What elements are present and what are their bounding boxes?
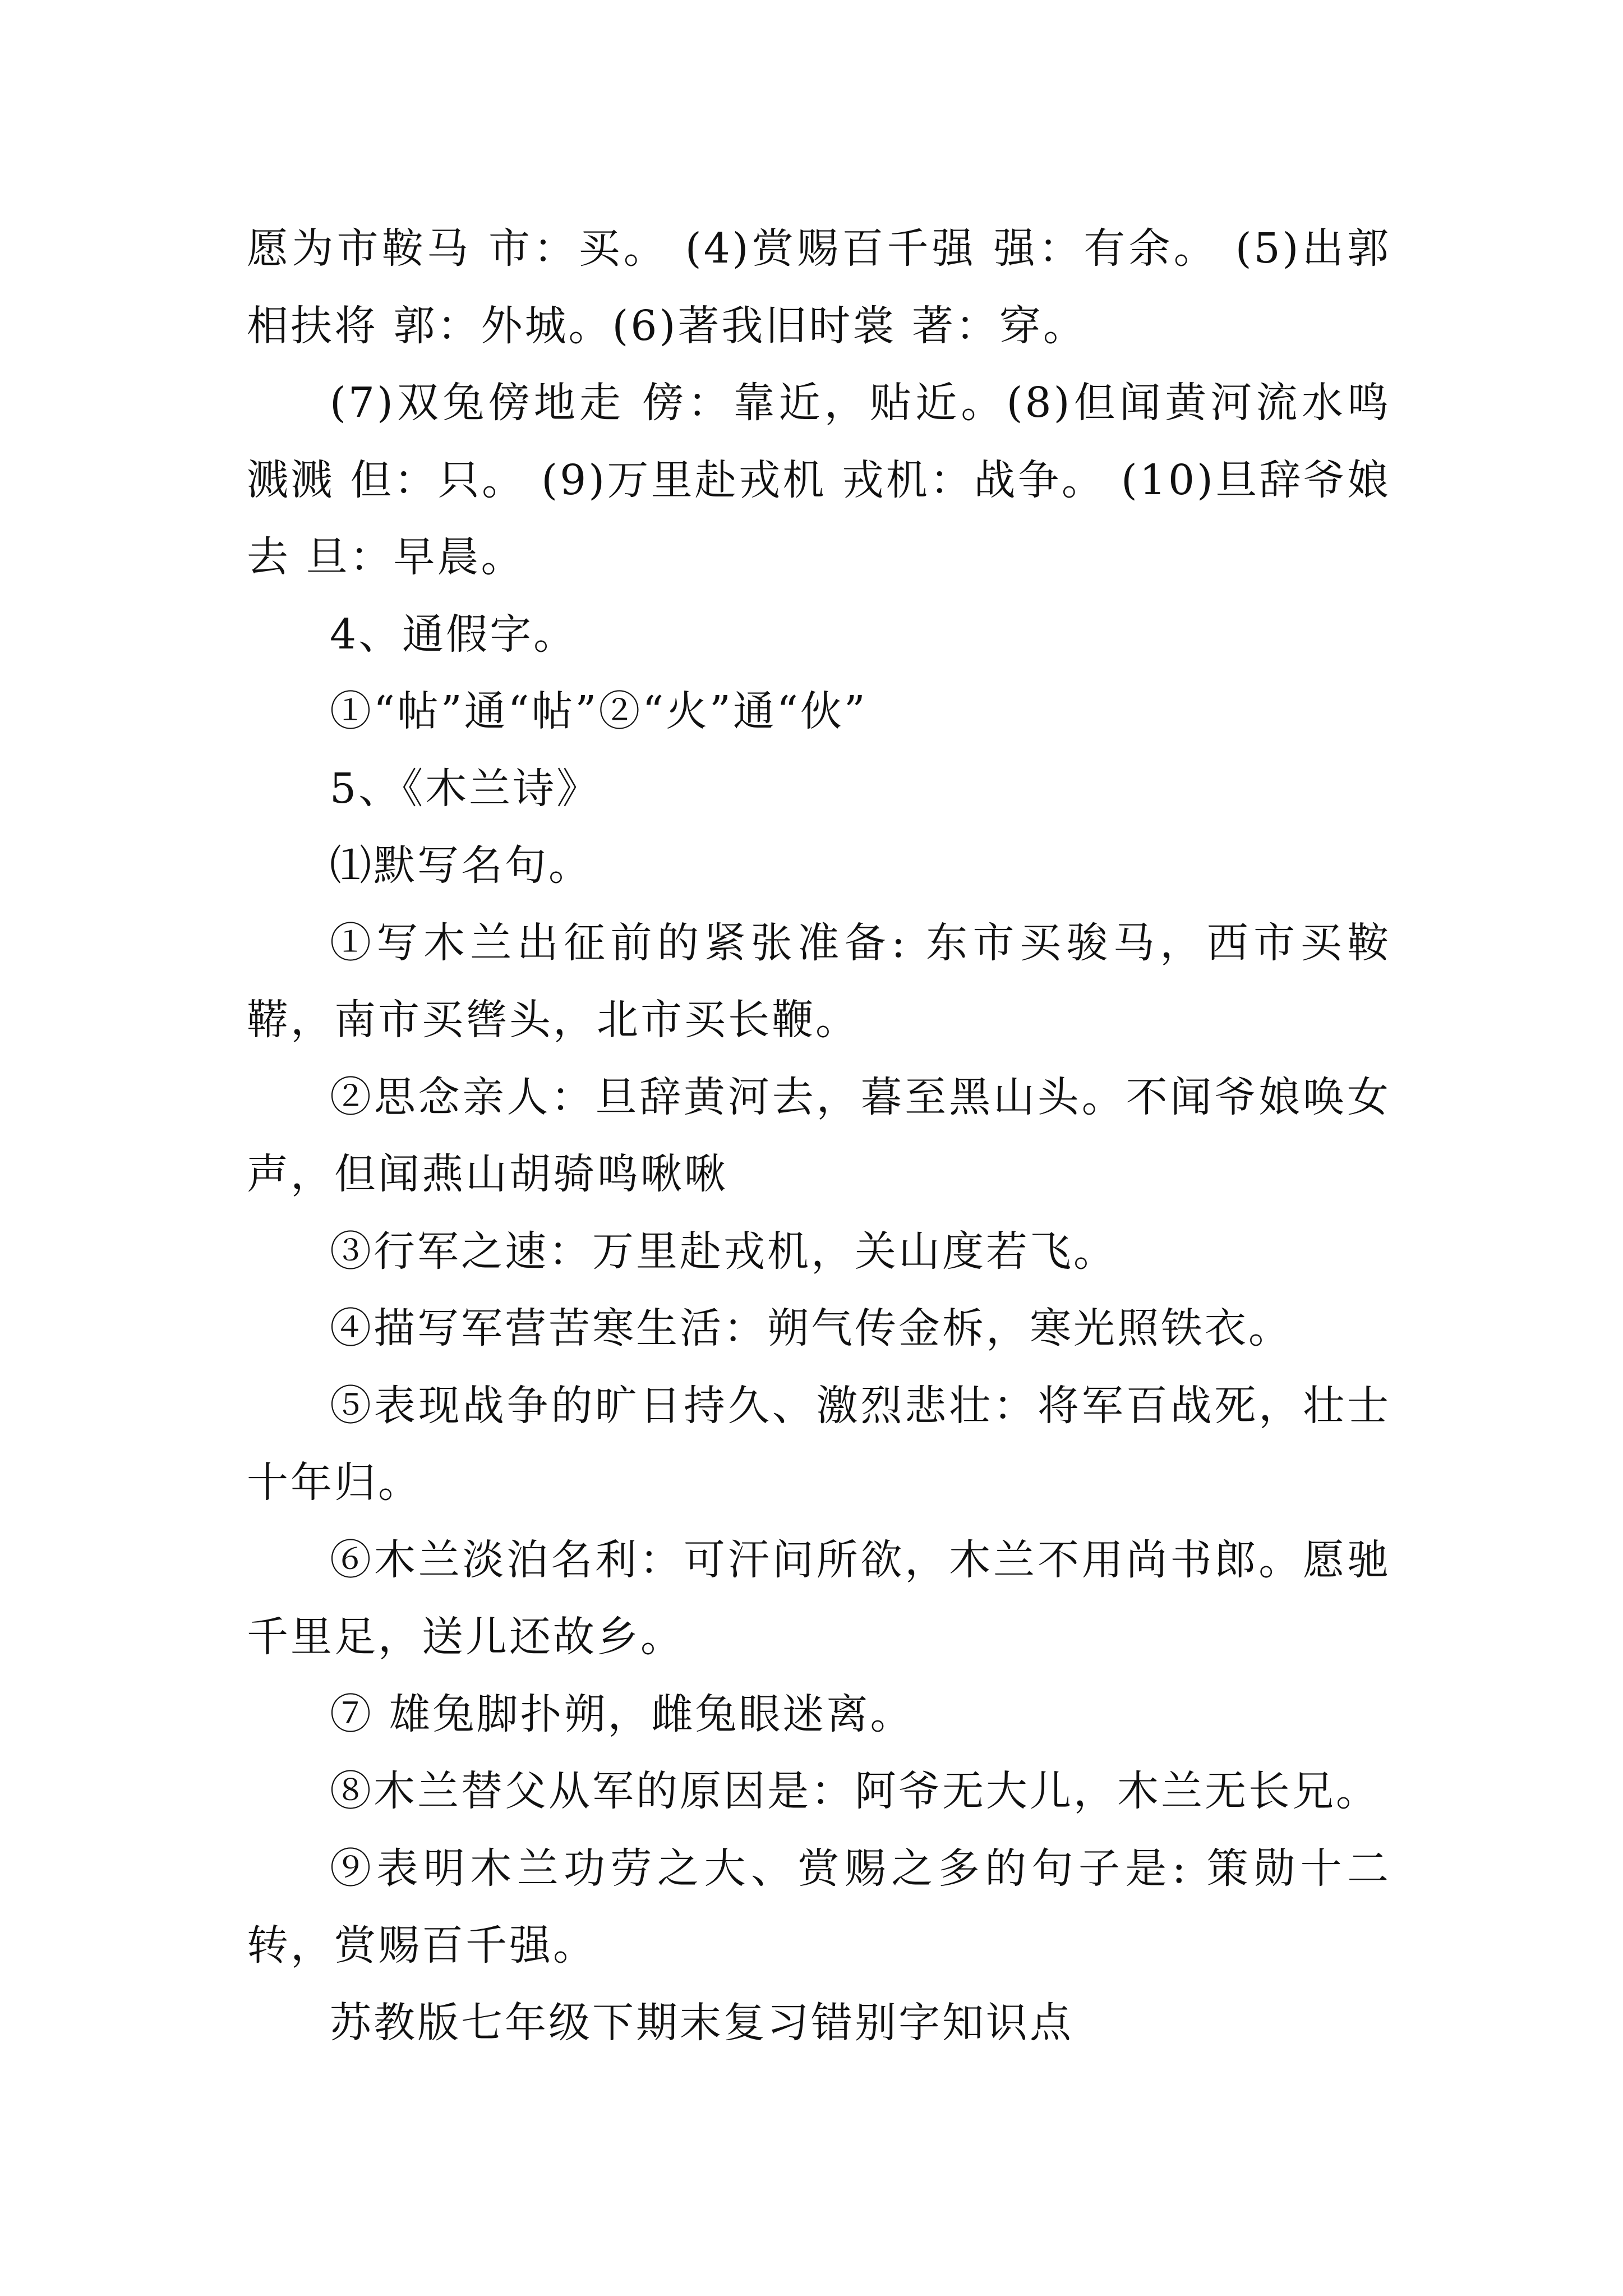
list-item-1: ①写木兰出征前的紧张准备: 东市买骏马，西市买鞍鞯，南市买辔头，北市买长鞭。: [247, 918, 1391, 1044]
list-item-2: ②思念亲人：旦辞黄河去，暮至黑山头。不闻爷娘唤女声，但闻燕山胡骑鸣啾啾: [247, 1073, 1391, 1198]
list-item-6: ⑥木兰淡泊名利：可汗问所欲，木兰不用尚书郎。愿驰千里足，送儿还故乡。: [247, 1535, 1391, 1661]
paragraph-tongjiazi-items: ①“帖”通“帖”②“火”通“伙”: [330, 687, 868, 735]
document-body: [247, 210, 1391, 2062]
list-item-9: ⑨表明木兰功劳之大、赏赐之多的句子是: 策勋十二转，赏赐百千强。: [247, 1844, 1391, 1970]
list-item-4: ④描写军营苦寒生活：朔气传金柝，寒光照铁衣。: [330, 1304, 1292, 1352]
list-item-7: ⑦ 雄兔脚扑朔，雌兔眼迷离。: [330, 1690, 914, 1738]
subheading-moxie: ⑴默写名句。: [330, 841, 592, 890]
section-heading-mulanshi: 5、《木兰诗》: [330, 764, 601, 813]
closing-heading: 苏教版七年级下期末复习错别字知识点: [330, 1998, 1073, 2047]
list-item-8: ⑧木兰替父从军的原因是：阿爷无大儿，木兰无长兄。: [330, 1767, 1380, 1815]
paragraph-2: (7)双兔傍地走 傍：靠近，贴近。(8)但闻黄河流水鸣溅溅 但：只。 (9)万里赴戎机 戎机：战争。 (10)旦辞爷娘去 旦：早晨。: [247, 379, 1391, 581]
list-item-3: ③行军之速：万里赴戎机，关山度若飞。: [330, 1227, 1117, 1276]
section-heading-tongjiazi: 4、通假字。: [330, 610, 578, 659]
list-item-5: ⑤表现战争的旷日持久、激烈悲壮：将军百战死，壮士十年归。: [247, 1381, 1391, 1507]
paragraph-1: 愿为市鞍马 市：买。 (4)赏赐百千强 强：有余。 (5)出郭相扶将 郭：外城。(6)著我旧时裳 著：穿。: [247, 224, 1391, 350]
